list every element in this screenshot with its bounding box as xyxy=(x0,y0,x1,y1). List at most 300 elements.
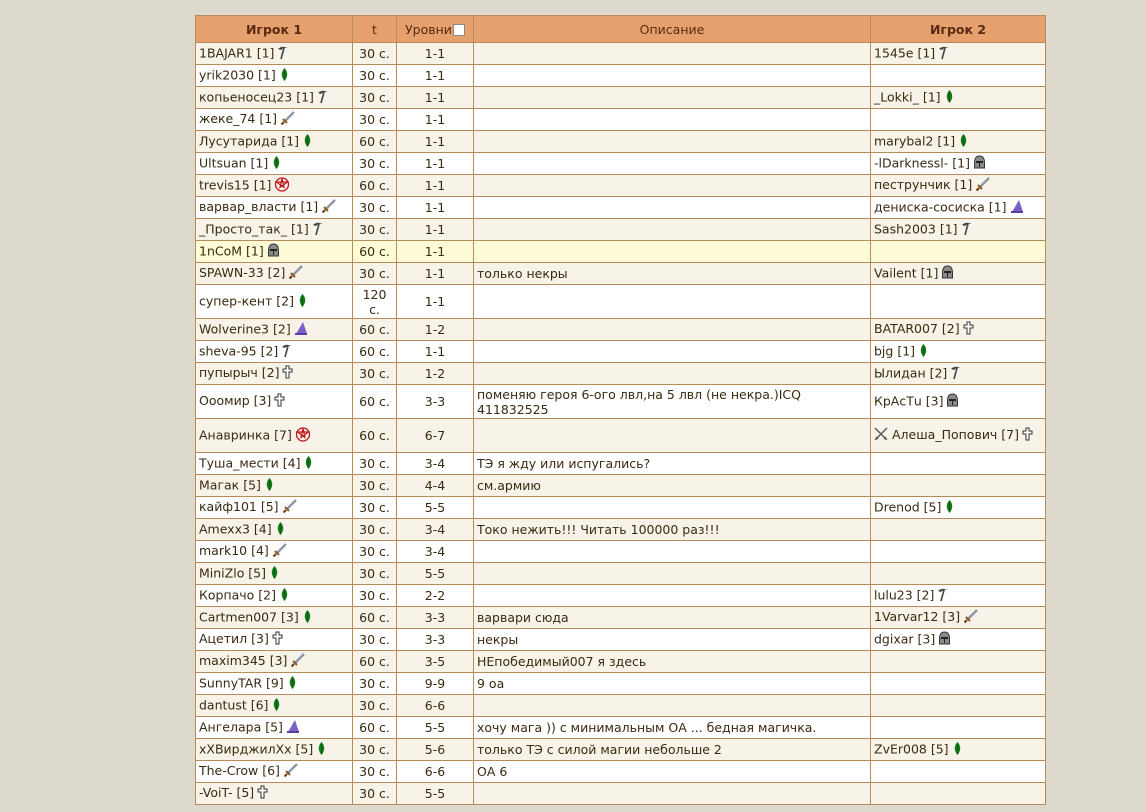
battle-row[interactable] xyxy=(196,651,1046,673)
player2-cell xyxy=(871,363,1046,385)
battle-list xyxy=(195,15,1045,805)
player2-name[interactable]: -lDarknessl- [1] xyxy=(874,155,970,170)
description-cell: некры xyxy=(474,629,871,651)
levels-cell: 1-1 xyxy=(397,109,474,131)
sword-icon xyxy=(288,264,304,283)
battle-row[interactable] xyxy=(196,607,1046,629)
time-cell: 30 с. xyxy=(353,563,397,585)
levels-cell: 9-9 xyxy=(397,673,474,695)
player1-name[interactable]: yrik2030 [1] xyxy=(199,67,276,82)
time-cell: 60 с. xyxy=(353,717,397,739)
sword-icon xyxy=(321,198,337,217)
player2-cell xyxy=(871,453,1046,475)
description-cell xyxy=(474,175,871,197)
player1-cell xyxy=(196,739,353,761)
player1-cell xyxy=(196,629,353,651)
time-cell: 30 с. xyxy=(353,475,397,497)
battle-row[interactable] xyxy=(196,541,1046,563)
leaf-icon xyxy=(297,293,308,311)
description-cell xyxy=(474,419,871,453)
header-levels xyxy=(397,16,474,43)
description-cell: поменяю героя 6-ого лвл,на 5 лвл (не некра.)ICQ 411832525 xyxy=(474,385,871,419)
player1-name[interactable]: Cartmen007 [3] xyxy=(199,609,299,624)
description-cell xyxy=(474,65,871,87)
description-cell xyxy=(474,585,871,607)
helmet-icon xyxy=(267,243,280,261)
battle-row[interactable] xyxy=(196,363,1046,385)
player2-cell xyxy=(871,175,1046,197)
cross-icon xyxy=(963,321,974,338)
player2-cell xyxy=(871,285,1046,319)
description-cell: ОА 6 xyxy=(474,761,871,783)
description-cell: ТЭ я жду или испугались? xyxy=(474,453,871,475)
description-cell xyxy=(474,109,871,131)
header-time: t xyxy=(353,16,397,43)
player2-cell xyxy=(871,419,1046,453)
player2-cell xyxy=(871,65,1046,87)
battle-row[interactable] xyxy=(196,673,1046,695)
player2-cell xyxy=(871,651,1046,673)
time-cell: 30 с. xyxy=(353,453,397,475)
time-cell: 60 с. xyxy=(353,175,397,197)
leaf-icon xyxy=(271,155,282,173)
player1-name[interactable]: Amexx3 [4] xyxy=(199,521,272,536)
player2-cell xyxy=(871,319,1046,341)
player2-name[interactable]: dgixar [3] xyxy=(874,631,936,646)
player2-cell xyxy=(871,109,1046,131)
description-cell xyxy=(474,497,871,519)
player2-name[interactable]: 1545e [1] xyxy=(874,45,936,60)
time-cell: 30 с. xyxy=(353,629,397,651)
player1-name[interactable]: варвар_власти [1] xyxy=(199,199,319,214)
time-cell: 30 с. xyxy=(353,197,397,219)
description-cell xyxy=(474,197,871,219)
time-cell: 60 с. xyxy=(353,341,397,363)
description-cell xyxy=(474,563,871,585)
player2-cell xyxy=(871,131,1046,153)
player2-name[interactable]: BATAR007 [2] xyxy=(874,321,960,336)
battle-row[interactable] xyxy=(196,519,1046,541)
sword-icon xyxy=(290,652,306,671)
levels-cell: 1-1 xyxy=(397,197,474,219)
levels-cell: 5-6 xyxy=(397,739,474,761)
player2-name[interactable]: lulu23 [2] xyxy=(874,587,935,602)
scythe-icon xyxy=(317,89,330,107)
cross-icon xyxy=(272,631,283,648)
player1-cell xyxy=(196,563,353,585)
time-cell: 30 с. xyxy=(353,263,397,285)
player2-name[interactable]: bjg [1] xyxy=(874,343,916,358)
helmet-icon xyxy=(938,631,951,649)
player2-name[interactable]: ZvEr008 [5] xyxy=(874,741,949,756)
description-cell xyxy=(474,783,871,805)
battle-row[interactable] xyxy=(196,385,1046,419)
time-cell: 30 с. xyxy=(353,783,397,805)
player1-name[interactable]: Корпачо [2] xyxy=(199,587,277,602)
battle-row[interactable] xyxy=(196,153,1046,175)
player1-cell xyxy=(196,43,353,65)
description-cell: Токо нежить!!! Читать 100000 раз!!! xyxy=(474,519,871,541)
battle-row[interactable] xyxy=(196,263,1046,285)
description-cell xyxy=(474,541,871,563)
battle-table xyxy=(195,15,1046,805)
player1-cell xyxy=(196,453,353,475)
time-cell: 30 с. xyxy=(353,739,397,761)
player1-cell xyxy=(196,87,353,109)
levels-cell: 1-2 xyxy=(397,319,474,341)
leaf-icon xyxy=(303,455,314,473)
player2-cell xyxy=(871,783,1046,805)
player1-name[interactable]: Магак [5] xyxy=(199,477,261,492)
leaf-icon xyxy=(952,741,963,759)
player2-cell xyxy=(871,219,1046,241)
player2-cell xyxy=(871,197,1046,219)
time-cell: 60 с. xyxy=(353,419,397,453)
player2-cell xyxy=(871,673,1046,695)
player2-cell xyxy=(871,475,1046,497)
battle-row[interactable] xyxy=(196,109,1046,131)
battle-row[interactable] xyxy=(196,419,1046,453)
sword-icon xyxy=(282,498,298,517)
player2-name[interactable]: Vailent [1] xyxy=(874,265,939,280)
battle-row[interactable] xyxy=(196,319,1046,341)
time-cell: 120 с. xyxy=(353,285,397,319)
player2-name[interactable]: КрАсТu [3] xyxy=(874,393,944,408)
player2-cell xyxy=(871,385,1046,419)
player2-cell xyxy=(871,717,1046,739)
player2-name[interactable]: пеструнчик [1] xyxy=(874,177,973,192)
leaf-icon xyxy=(287,675,298,693)
leaf-icon xyxy=(918,343,929,361)
player2-name[interactable]: 1Varvar12 [3] xyxy=(874,609,961,624)
battle-row[interactable] xyxy=(196,285,1046,319)
scythe-icon xyxy=(938,45,951,63)
description-cell: НЕпобедимый007 я здесь xyxy=(474,651,871,673)
levels-cell: 1-1 xyxy=(397,263,474,285)
player1-cell xyxy=(196,263,353,285)
time-cell: 30 с. xyxy=(353,585,397,607)
player1-name[interactable]: Wolverine3 [2] xyxy=(199,321,291,336)
levels-cell: 3-4 xyxy=(397,541,474,563)
player2-cell xyxy=(871,563,1046,585)
player1-cell xyxy=(196,197,353,219)
battle-row[interactable] xyxy=(196,585,1046,607)
battle-row[interactable] xyxy=(196,783,1046,805)
description-cell xyxy=(474,131,871,153)
battle-row[interactable] xyxy=(196,65,1046,87)
time-cell: 30 с. xyxy=(353,363,397,385)
time-cell: 30 с. xyxy=(353,673,397,695)
battle-row[interactable] xyxy=(196,197,1046,219)
leaf-icon xyxy=(271,697,282,715)
battle-row[interactable] xyxy=(196,453,1046,475)
time-cell: 60 с. xyxy=(353,131,397,153)
player1-name[interactable]: жеке_74 [1] xyxy=(199,111,278,126)
player2-cell xyxy=(871,497,1046,519)
battle-row[interactable] xyxy=(196,341,1046,363)
battle-row[interactable] xyxy=(196,475,1046,497)
description-cell xyxy=(474,241,871,263)
levels-cell: 1-1 xyxy=(397,131,474,153)
player2-cell xyxy=(871,241,1046,263)
cross-icon xyxy=(274,393,285,410)
player1-cell xyxy=(196,519,353,541)
leaf-icon xyxy=(275,521,286,539)
battle-row[interactable] xyxy=(196,175,1046,197)
player2-cell xyxy=(871,739,1046,761)
sword-icon xyxy=(272,542,288,561)
helmet-icon xyxy=(946,393,959,411)
levels-cell: 6-6 xyxy=(397,695,474,717)
player2-name[interactable]: Drenod [5] xyxy=(874,499,942,514)
leaf-icon xyxy=(944,89,955,107)
player1-name[interactable]: sheva-95 [2] xyxy=(199,343,279,358)
player1-cell xyxy=(196,475,353,497)
levels-cell: 5-5 xyxy=(397,783,474,805)
player1-cell xyxy=(196,219,353,241)
description-cell xyxy=(474,153,871,175)
player1-cell xyxy=(196,761,353,783)
scythe-icon xyxy=(937,587,950,605)
player2-name[interactable]: Ылидан [2] xyxy=(874,365,948,380)
player1-name[interactable]: trevis15 [1] xyxy=(199,177,272,192)
player2-cell xyxy=(871,585,1046,607)
battle-row[interactable] xyxy=(196,563,1046,585)
player2-name[interactable]: _Lokki_ [1] xyxy=(874,89,941,104)
levels-cell: 1-1 xyxy=(397,341,474,363)
description-cell xyxy=(474,219,871,241)
player1-cell xyxy=(196,497,353,519)
player1-cell xyxy=(196,65,353,87)
player1-cell xyxy=(196,153,353,175)
helmet-icon xyxy=(973,155,986,173)
player1-cell xyxy=(196,607,353,629)
time-cell: 30 с. xyxy=(353,519,397,541)
player1-name[interactable]: Ооомир [3] xyxy=(199,393,272,408)
time-cell: 30 с. xyxy=(353,109,397,131)
description-cell: 9 оа xyxy=(474,673,871,695)
description-cell xyxy=(474,363,871,385)
leaf-icon xyxy=(269,565,280,583)
time-cell: 30 с. xyxy=(353,65,397,87)
player2-cell xyxy=(871,43,1046,65)
player1-cell xyxy=(196,285,353,319)
player2-name[interactable]: дениска-сосиска [1] xyxy=(874,199,1007,214)
description-cell: см.армию xyxy=(474,475,871,497)
player2-name[interactable]: marybal2 [1] xyxy=(874,133,956,148)
levels-cell: 1-1 xyxy=(397,219,474,241)
levels-cell: 1-1 xyxy=(397,175,474,197)
header-player2: Игрок 2 xyxy=(871,16,1046,43)
pentagram-icon xyxy=(295,427,311,445)
levels-cell: 1-1 xyxy=(397,43,474,65)
time-cell: 30 с. xyxy=(353,695,397,717)
leaf-icon xyxy=(316,741,327,759)
player1-name[interactable]: MiniZlo [5] xyxy=(199,565,267,580)
time-cell: 30 с. xyxy=(353,497,397,519)
battle-row[interactable] xyxy=(196,629,1046,651)
levels-cell: 1-2 xyxy=(397,363,474,385)
scythe-icon xyxy=(950,365,963,383)
time-cell: 30 с. xyxy=(353,87,397,109)
player1-name[interactable]: Анавринка [7] xyxy=(199,427,292,442)
cross-icon xyxy=(282,365,293,382)
time-cell: 60 с. xyxy=(353,607,397,629)
levels-cell: 3-4 xyxy=(397,453,474,475)
levels-cell: 1-1 xyxy=(397,285,474,319)
player1-cell xyxy=(196,419,353,453)
description-cell: только ТЭ с силой магии небольше 2 xyxy=(474,739,871,761)
player2-cell xyxy=(871,341,1046,363)
player1-name[interactable]: хХВирджилХх [5] xyxy=(199,741,314,756)
player1-name[interactable]: mark10 [4] xyxy=(199,543,269,558)
player1-cell xyxy=(196,341,353,363)
player2-name[interactable]: Алеша_Попович [7] xyxy=(892,427,1020,442)
wizard-hat-icon xyxy=(1010,199,1024,217)
player2-cell xyxy=(871,87,1046,109)
time-cell: 30 с. xyxy=(353,541,397,563)
levels-cell: 1-1 xyxy=(397,153,474,175)
description-cell: только некры xyxy=(474,263,871,285)
levels-cell: 3-3 xyxy=(397,629,474,651)
time-cell: 30 с. xyxy=(353,153,397,175)
description-cell xyxy=(474,87,871,109)
levels-cell: 6-6 xyxy=(397,761,474,783)
player2-name[interactable]: Sash2003 [1] xyxy=(874,221,958,236)
header-row xyxy=(196,16,1046,43)
helmet-icon xyxy=(941,265,954,283)
pentagram-icon xyxy=(274,177,290,195)
leaf-icon xyxy=(279,67,290,85)
description-cell xyxy=(474,285,871,319)
levels-cell: 5-5 xyxy=(397,717,474,739)
wizard-hat-icon xyxy=(294,321,308,339)
levels-cell: 1-1 xyxy=(397,65,474,87)
levels-cell: 3-3 xyxy=(397,385,474,419)
player1-cell xyxy=(196,585,353,607)
player1-name[interactable]: Лусутарида [1] xyxy=(199,133,300,148)
battle-row[interactable] xyxy=(196,43,1046,65)
leaf-icon xyxy=(264,477,275,495)
leaf-icon xyxy=(944,499,955,517)
battle-row[interactable] xyxy=(196,761,1046,783)
time-cell: 60 с. xyxy=(353,651,397,673)
description-cell xyxy=(474,341,871,363)
time-cell: 60 с. xyxy=(353,241,397,263)
cross-icon xyxy=(257,785,268,802)
levels-cell: 1-1 xyxy=(397,87,474,109)
battle-row[interactable] xyxy=(196,219,1046,241)
player1-name[interactable]: супер-кент [2] xyxy=(199,293,294,308)
player1-name[interactable]: 1BAJAR1 [1] xyxy=(199,45,275,60)
player1-name[interactable]: 1nCoM [1] xyxy=(199,243,264,258)
player1-cell xyxy=(196,109,353,131)
player1-cell xyxy=(196,175,353,197)
description-cell xyxy=(474,695,871,717)
player2-cell xyxy=(871,519,1046,541)
scythe-icon xyxy=(312,221,325,239)
player1-name[interactable]: кайф101 [5] xyxy=(199,499,279,514)
description-cell xyxy=(474,43,871,65)
levels-cell: 4-4 xyxy=(397,475,474,497)
description-cell: хочу мага )) с минимальным ОА ... бедная магичка. xyxy=(474,717,871,739)
levels-cell: 3-3 xyxy=(397,607,474,629)
player2-cell xyxy=(871,153,1046,175)
header-levels-label: Уровни xyxy=(405,21,452,37)
player1-cell xyxy=(196,131,353,153)
time-cell: 60 с. xyxy=(353,385,397,419)
player1-name[interactable]: _Просто_так_ [1] xyxy=(199,221,309,236)
battle-row[interactable] xyxy=(196,497,1046,519)
battle-row[interactable] xyxy=(196,717,1046,739)
description-cell xyxy=(474,319,871,341)
leaf-icon xyxy=(279,587,290,605)
battle-row[interactable] xyxy=(196,131,1046,153)
battle-row[interactable] xyxy=(196,695,1046,717)
wizard-hat-icon xyxy=(286,719,300,737)
player1-name[interactable]: Ангелара [5] xyxy=(199,719,283,734)
scythe-icon xyxy=(281,343,294,361)
sword-icon xyxy=(975,176,991,195)
player2-cell xyxy=(871,761,1046,783)
player1-name[interactable]: maxim345 [3] xyxy=(199,653,288,668)
player1-cell xyxy=(196,363,353,385)
description-cell: варвари сюда xyxy=(474,607,871,629)
player1-cell xyxy=(196,385,353,419)
player1-name[interactable]: Ацетил [3] xyxy=(199,631,269,646)
player2-cell xyxy=(871,607,1046,629)
time-cell: 30 с. xyxy=(353,761,397,783)
player1-cell xyxy=(196,241,353,263)
battle-row[interactable] xyxy=(196,241,1046,263)
levels-filter-checkbox[interactable] xyxy=(453,24,465,36)
scythe-icon xyxy=(277,45,290,63)
levels-cell: 6-7 xyxy=(397,419,474,453)
levels-cell: 3-5 xyxy=(397,651,474,673)
player1-name[interactable]: dantust [6] xyxy=(199,697,269,712)
header-player1: Игрок 1 xyxy=(196,16,353,43)
levels-cell: 5-5 xyxy=(397,497,474,519)
player1-name[interactable]: SPAWN-33 [2] xyxy=(199,265,286,280)
player2-cell xyxy=(871,541,1046,563)
player1-name[interactable]: пупырыч [2] xyxy=(199,365,280,380)
player1-cell xyxy=(196,717,353,739)
player1-name[interactable]: копьеносец23 [1] xyxy=(199,89,314,104)
player1-name[interactable]: The-Crow [6] xyxy=(199,763,280,778)
player1-cell xyxy=(196,673,353,695)
player2-cell xyxy=(871,629,1046,651)
sword-icon xyxy=(283,762,299,781)
player1-name[interactable]: Туша_мести [4] xyxy=(199,455,301,470)
levels-cell: 1-1 xyxy=(397,241,474,263)
leaf-icon xyxy=(958,133,969,151)
levels-cell: 5-5 xyxy=(397,563,474,585)
time-cell: 30 с. xyxy=(353,219,397,241)
header-description: Описание xyxy=(474,16,871,43)
time-cell: 60 с. xyxy=(353,319,397,341)
player1-name[interactable]: Ultsuan [1] xyxy=(199,155,269,170)
battle-row[interactable] xyxy=(196,87,1046,109)
player2-cell xyxy=(871,695,1046,717)
battle-row[interactable] xyxy=(196,739,1046,761)
sword-icon xyxy=(963,608,979,627)
crossed-swords-icon xyxy=(874,427,888,444)
player1-name[interactable]: -VoiT- [5] xyxy=(199,785,255,800)
player1-name[interactable]: SunnyTAR [9] xyxy=(199,675,284,690)
player1-cell xyxy=(196,695,353,717)
player1-cell xyxy=(196,319,353,341)
player1-cell xyxy=(196,651,353,673)
